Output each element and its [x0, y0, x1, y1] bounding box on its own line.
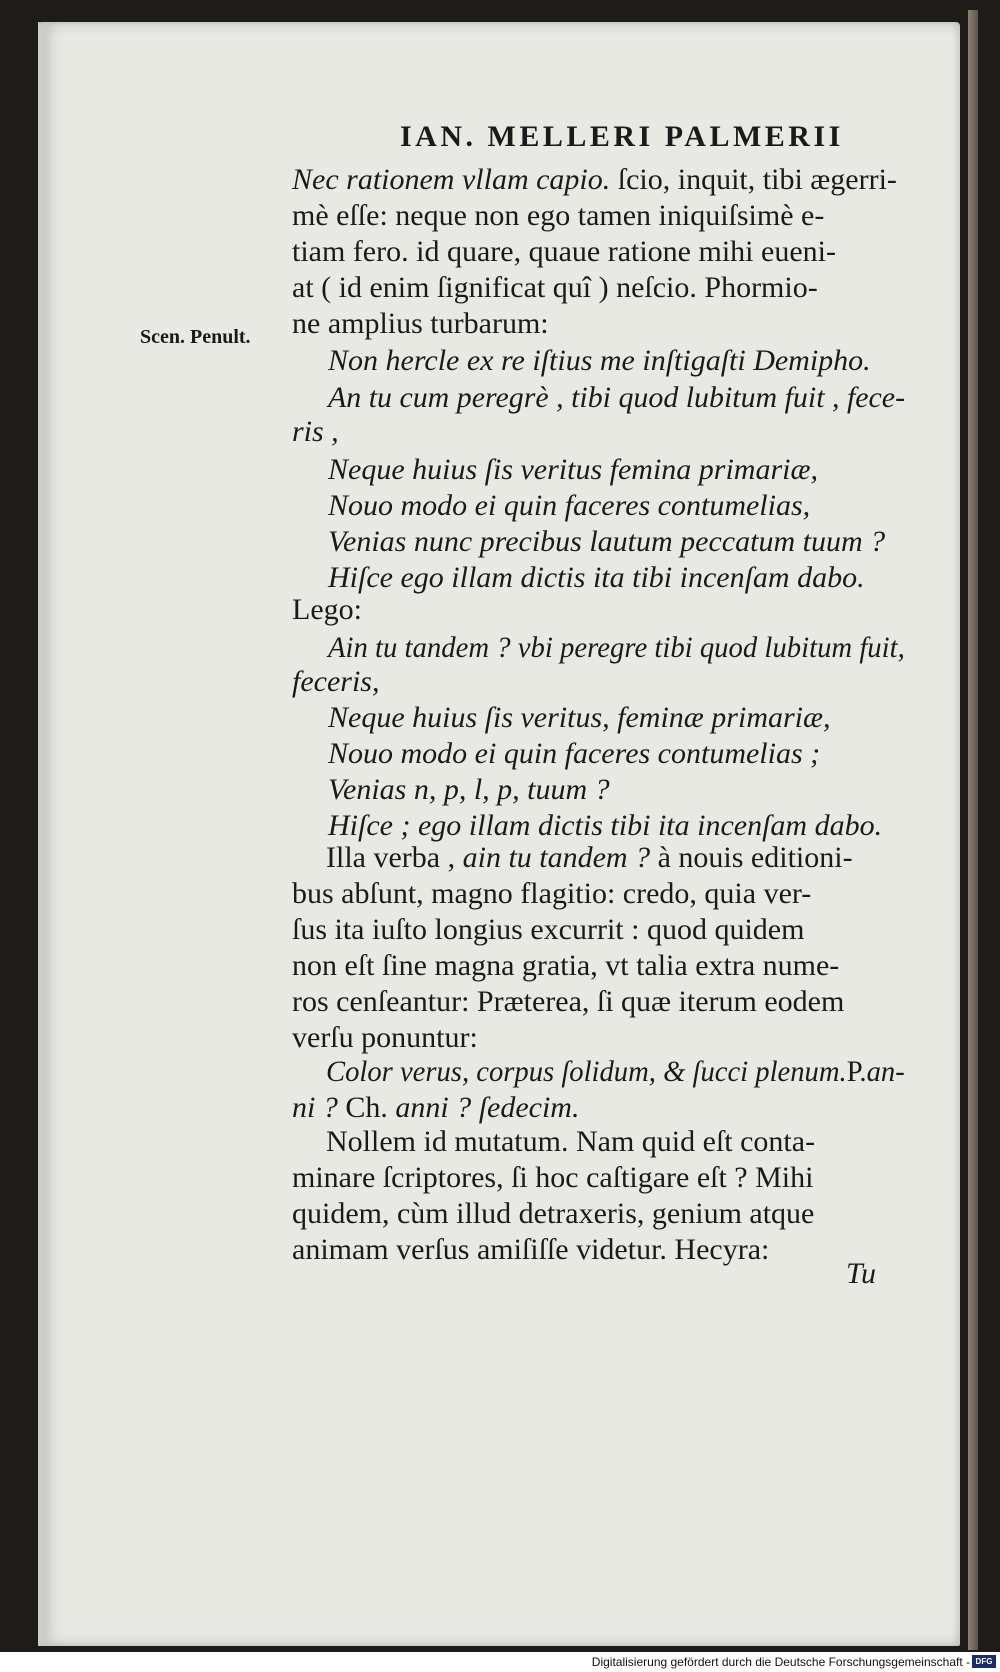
- italic-segment: feceris,: [292, 665, 380, 698]
- text-line: [292, 414, 339, 450]
- roman-segment: animam verſus amiſiſſe videtur. Hecyra:: [292, 1233, 770, 1266]
- italic-segment: Neque huius ſis veritus, feminæ primariæ,: [328, 701, 831, 734]
- text-line: [292, 948, 839, 984]
- margin-note: Scen. Penult.: [140, 326, 251, 348]
- text-line: [326, 840, 853, 876]
- italic-segment: An tu cum peregrè , tibi quod lubitum fuit , fece-: [328, 381, 906, 414]
- text-line: [292, 1196, 814, 1232]
- text-line: [328, 343, 871, 379]
- roman-segment: quidem, cùm illud detraxeris, genium atque: [292, 1197, 815, 1230]
- roman-segment: Lego:: [292, 593, 362, 626]
- roman-segment: non eſt ſine magna gratia, vt talia extra nume-: [292, 949, 840, 982]
- roman-segment: bus abſunt, magno flagitio: credo, quia ver-: [292, 877, 812, 910]
- text-line: [292, 592, 362, 628]
- italic-segment: Venias n, p, l, p, tuum ?: [328, 773, 610, 806]
- italic-segment: Nouo modo ei quin faceres contumelias,: [328, 489, 811, 522]
- italic-segment: ni ?: [292, 1091, 338, 1124]
- footer-credit: Digitalisierung gefördert durch die Deutsche Forschungsgemeinschaft -: [591, 1655, 970, 1669]
- roman-segment: verſu ponuntur:: [292, 1021, 478, 1054]
- italic-segment: Non hercle ex re iſtius me inſtigaſti Demipho.: [328, 344, 871, 377]
- text-line: [292, 876, 811, 912]
- text-line: [328, 808, 882, 844]
- text-line: [328, 452, 818, 488]
- text-line: [326, 1124, 815, 1160]
- text-line: [292, 984, 844, 1020]
- catchword: Tu: [846, 1257, 877, 1290]
- roman-segment: ſus ita iuſto longius excurrit : quod quidem: [292, 913, 805, 946]
- roman-segment: ne amplius turbarum:: [292, 307, 549, 340]
- italic-segment: anni ? ſedecim.: [395, 1091, 580, 1124]
- roman-segment: Illa verba ,: [326, 841, 463, 874]
- roman-segment: mè eſſe: neque non ego tamen iniquiſsimè e-: [292, 199, 825, 232]
- text-line: [328, 772, 610, 808]
- text-line: [328, 700, 831, 736]
- roman-segment: ros cenſeantur: Præterea, ſi quæ iterum eodem: [292, 985, 845, 1018]
- text-line: [292, 1090, 579, 1126]
- text-line: [292, 912, 804, 948]
- text-line: [292, 234, 836, 270]
- text-line: [292, 1020, 478, 1056]
- text-line: [292, 162, 897, 198]
- running-header: IAN. MELLERI PALMERII: [400, 120, 844, 153]
- italic-segment: Neque huius ſis veritus femina primariæ,: [328, 453, 818, 486]
- roman-segment: Ch.: [337, 1091, 396, 1124]
- text-line: [326, 1054, 905, 1090]
- dfg-logo: DFG: [972, 1655, 996, 1668]
- text-line: [328, 630, 905, 666]
- roman-segment: Nollem id mutatum. Nam quid eſt conta-: [326, 1125, 816, 1158]
- text-line: [328, 560, 865, 596]
- italic-segment: ain tu tandem ?: [462, 841, 651, 874]
- italic-segment: Nouo modo ei quin faceres contumelias ;: [328, 737, 821, 770]
- digitization-footer: [0, 1652, 1000, 1672]
- text-line: [328, 380, 905, 416]
- italic-segment: Hiſce ; ego illam dictis tibi ita incenſam dabo.: [328, 809, 883, 842]
- text-line: [328, 488, 810, 524]
- italic-segment: Ain tu tandem ? vbi peregre tibi quod lubitum fuit,: [328, 631, 905, 664]
- italic-segment: Hiſce ego illam dictis ita tibi incenſam dabo.: [328, 561, 865, 594]
- roman-segment: at ( id enim ſignificat quî ) neſcio. Phormio-: [292, 271, 818, 304]
- text-line: [292, 664, 379, 700]
- text-line: [292, 1160, 813, 1196]
- italic-segment: Venias nunc precibus lautum peccatum tuum ?: [328, 525, 886, 558]
- roman-segment: tiam fero. id quare, quaue ratione mihi eueni-: [292, 235, 836, 268]
- italic-segment: an-: [866, 1055, 905, 1088]
- text-line: [292, 198, 824, 234]
- text-line: [328, 524, 885, 560]
- italic-segment: Color verus, corpus ſolidum, & ſucci plenum.: [326, 1055, 847, 1088]
- text-line: [292, 306, 549, 342]
- text-line: [292, 1232, 769, 1268]
- roman-segment: minare ſcriptores, ſi hoc caſtigare eſt ? Mihi: [292, 1161, 814, 1194]
- text-line: [292, 270, 818, 306]
- text-line: [328, 736, 820, 772]
- roman-segment: ſcio, inquit, tibi ægerri-: [610, 163, 897, 196]
- book-edge: [968, 10, 978, 1650]
- italic-segment: ris ,: [292, 415, 339, 448]
- roman-segment: à nouis editioni-: [650, 841, 853, 874]
- italic-segment: Nec rationem vllam capio.: [292, 163, 611, 196]
- roman-segment: P.: [846, 1055, 867, 1088]
